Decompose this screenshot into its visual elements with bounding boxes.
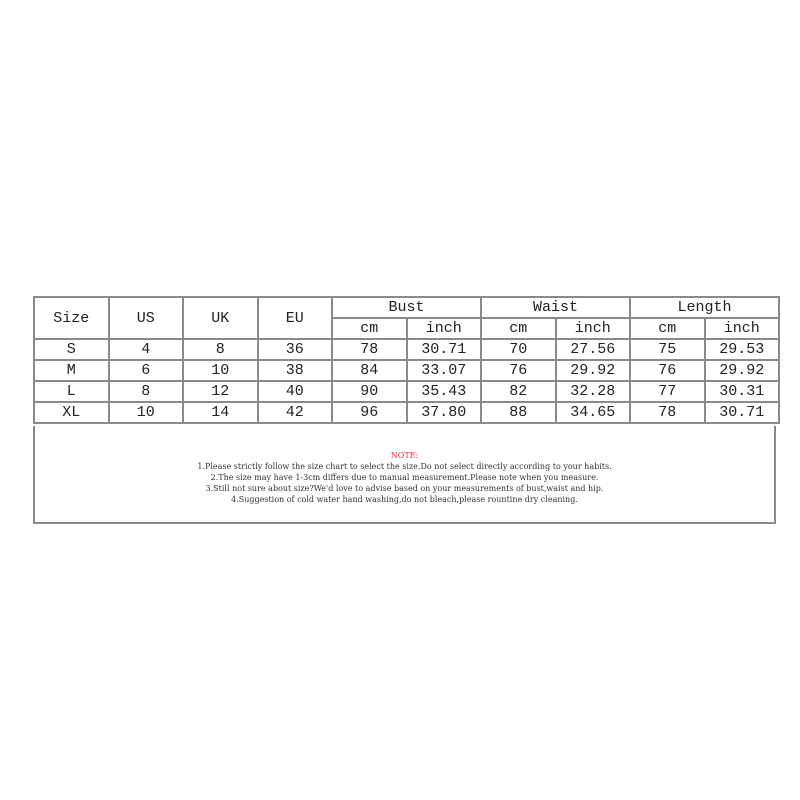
- note-line: 3.Still not sure about size?We'd love to advise based on your measurements of bust,waist and hip.: [205, 484, 604, 493]
- size-chart-table: [33, 296, 780, 424]
- header-row: [34, 297, 779, 318]
- unit-cell: inch: [705, 318, 780, 339]
- table-cell: 40: [258, 381, 333, 402]
- table-row: [34, 402, 779, 423]
- table-cell: 30.71: [705, 402, 780, 423]
- table-cell: 29.92: [705, 360, 780, 381]
- header-cell: US: [109, 297, 184, 339]
- table-cell: 70: [481, 339, 556, 360]
- table-cell: 10: [109, 402, 184, 423]
- table-cell: 30.31: [705, 381, 780, 402]
- table-row: [34, 360, 779, 381]
- unit-cell: cm: [332, 318, 407, 339]
- table-row: [34, 339, 779, 360]
- table-cell: 6: [109, 360, 184, 381]
- table-cell: 10: [183, 360, 258, 381]
- table-cell: 14: [183, 402, 258, 423]
- unit-cell: cm: [481, 318, 556, 339]
- table-cell: 77: [630, 381, 705, 402]
- group-header-length: Length: [630, 297, 779, 318]
- table-cell: 4: [109, 339, 184, 360]
- note-line: 1.Please strictly follow the size chart to select the size.Do not select directly according to your habits.: [197, 462, 612, 471]
- unit-cell: inch: [407, 318, 482, 339]
- header-cell: Size: [34, 297, 109, 339]
- table-cell: 82: [481, 381, 556, 402]
- table-cell: 29.53: [705, 339, 780, 360]
- table-cell: 35.43: [407, 381, 482, 402]
- table-cell: 76: [481, 360, 556, 381]
- note-line: 4.Suggestion of cold water hand washing,do not bleach,please rountine dry cleaning.: [231, 495, 578, 504]
- table-row: [34, 381, 779, 402]
- table-cell: S: [34, 339, 109, 360]
- table-cell: 84: [332, 360, 407, 381]
- table-cell: 32.28: [556, 381, 631, 402]
- table-cell: 78: [630, 402, 705, 423]
- unit-cell: cm: [630, 318, 705, 339]
- table-cell: XL: [34, 402, 109, 423]
- group-header-waist: Waist: [481, 297, 630, 318]
- table-cell: 8: [109, 381, 184, 402]
- table-cell: 29.92: [556, 360, 631, 381]
- note-line: 2.The size may have 1-3cm differs due to manual measurement.Please note when you measure.: [210, 473, 599, 482]
- table-cell: 37.80: [407, 402, 482, 423]
- table-cell: 42: [258, 402, 333, 423]
- header-cell: UK: [183, 297, 258, 339]
- notes-box: [33, 426, 776, 524]
- table-cell: 27.56: [556, 339, 631, 360]
- group-header-bust: Bust: [332, 297, 481, 318]
- table-cell: 38: [258, 360, 333, 381]
- table-cell: 33.07: [407, 360, 482, 381]
- table-cell: 88: [481, 402, 556, 423]
- table-cell: 78: [332, 339, 407, 360]
- table-cell: 34.65: [556, 402, 631, 423]
- table-cell: M: [34, 360, 109, 381]
- table-cell: 90: [332, 381, 407, 402]
- table-cell: 75: [630, 339, 705, 360]
- table-cell: 30.71: [407, 339, 482, 360]
- table-cell: 76: [630, 360, 705, 381]
- table-cell: 8: [183, 339, 258, 360]
- table-cell: 96: [332, 402, 407, 423]
- header-cell: EU: [258, 297, 333, 339]
- note-title: NOTE:: [390, 451, 419, 460]
- table-cell: 36: [258, 339, 333, 360]
- table-cell: L: [34, 381, 109, 402]
- table-cell: 12: [183, 381, 258, 402]
- unit-cell: inch: [556, 318, 631, 339]
